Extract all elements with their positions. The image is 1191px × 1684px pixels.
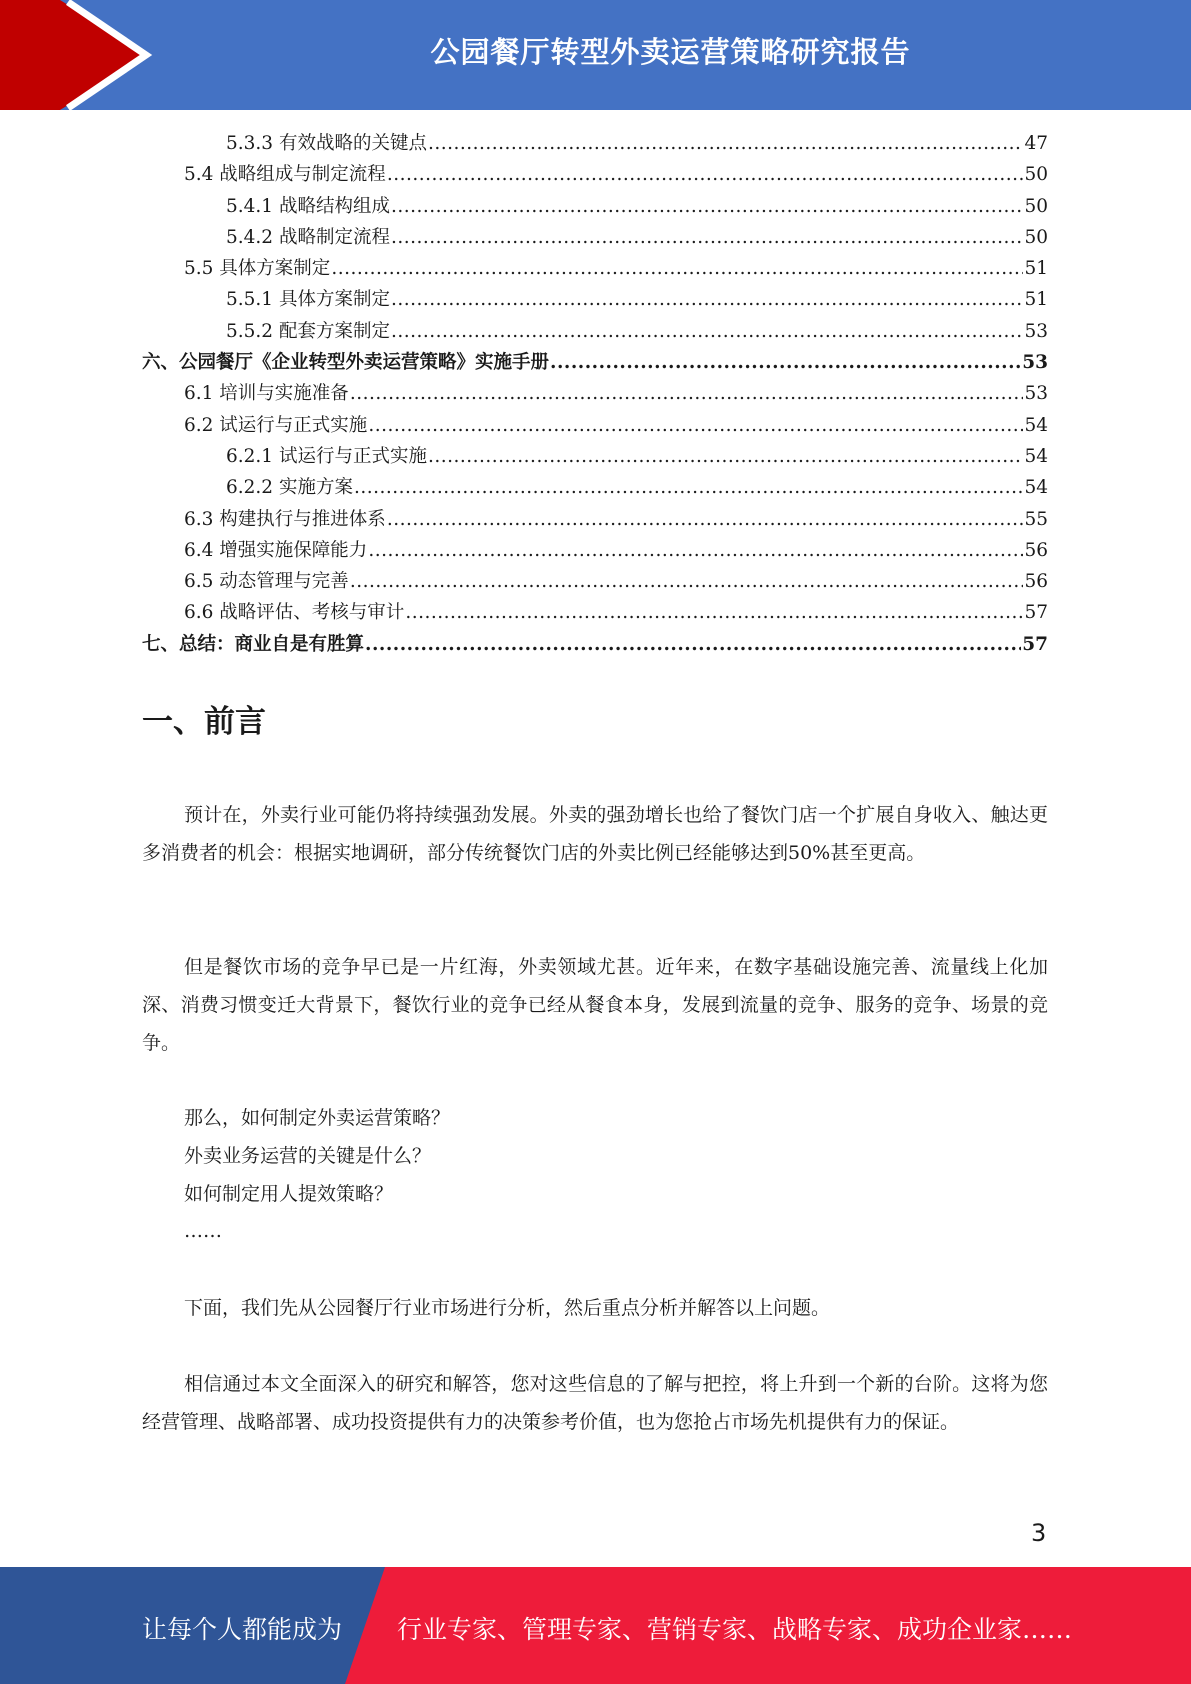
toc-entry-label: 6.1 培训与实施准备	[184, 383, 349, 405]
toc-entry-page: 54	[1024, 445, 1048, 467]
toc-dot-leader	[428, 441, 1023, 472]
toc-entry-label: 6.2 试运行与正式实施	[184, 414, 368, 436]
paragraph-text: 但是餐饮市场的竞争早已是一片红海，外卖领域尤甚。近年来，在数字基础设施完善、流量线上化加深、消费习惯变迁大背景下，餐饮行业的竞争已经从餐食本身，发展到流量的竞争、服务的竞争、场景的竞争。	[142, 956, 1048, 1054]
toc-dot-leader	[331, 253, 1023, 284]
toc-entry[interactable]	[142, 472, 1048, 503]
toc-entry-label: 5.4.1 战略结构组成	[226, 195, 390, 217]
toc-entry-page: 56	[1024, 571, 1048, 593]
toc-entry-page: 50	[1024, 164, 1048, 186]
question-1: 那么，如何制定外卖运营策略？	[184, 1107, 451, 1129]
toc-entry-page: 57	[1022, 633, 1048, 655]
toc-entry[interactable]	[142, 253, 1048, 284]
toc-dot-leader	[428, 128, 1023, 159]
toc-entry[interactable]	[142, 410, 1048, 441]
toc-entry-label: 6.6 战略评估、考核与审计	[184, 602, 405, 624]
paragraph-2	[142, 948, 1048, 1062]
document-title: 公园餐厅转型外卖运营策略研究报告	[430, 34, 911, 69]
toc-entry-page: 51	[1024, 258, 1048, 280]
toc-dot-leader	[368, 535, 1023, 566]
paragraph-text: 相信通过本文全面深入的研究和解答，您对这些信息的了解与把控，将上升到一个新的台阶。这将为您经营管理、战略部署、成功投资提供有力的决策参考价值，也为您抢占市场先机提供有力的保证。	[142, 1373, 1048, 1433]
toc-entry[interactable]	[142, 441, 1048, 472]
toc-entry-label: 6.4 增强实施保障能力	[184, 539, 368, 561]
ellipsis: ……	[184, 1220, 222, 1242]
toc-dot-leader	[365, 629, 1021, 660]
toc-entry[interactable]	[142, 566, 1048, 597]
paragraph-text: 预计在，外卖行业可能仍将持续强劲发展。外卖的强劲增长也给了餐饮门店一个扩展自身收入、触达更多消费者的机会：根据实地调研，部分传统餐饮门店的外卖比例已经能够达到50%甚至更高。	[142, 804, 1048, 864]
toc-dot-leader	[350, 566, 1024, 597]
toc-entry-label: 七、总结：商业自是有胜算	[142, 633, 365, 655]
toc-entry-label: 六、公园餐厅《企业转型外卖运营策略》实施手册	[142, 352, 550, 374]
toc-dot-leader	[354, 472, 1024, 503]
toc-dot-leader	[350, 378, 1024, 409]
toc-dot-leader	[391, 222, 1023, 253]
toc-entry[interactable]	[142, 128, 1048, 159]
toc-entry[interactable]	[142, 378, 1048, 409]
toc-entry-page: 57	[1024, 602, 1048, 624]
toc-entry-page: 47	[1024, 133, 1048, 154]
toc-entry-label: 5.5 具体方案制定	[184, 258, 331, 280]
paragraph-4	[142, 1365, 1048, 1441]
toc-entry[interactable]	[142, 159, 1048, 190]
toc-entry[interactable]	[142, 597, 1048, 628]
toc-dot-leader	[550, 347, 1021, 378]
toc-entry-page: 53	[1024, 320, 1048, 342]
toc-entry-label: 5.5.1 具体方案制定	[226, 289, 390, 311]
toc-entry-page: 51	[1024, 289, 1048, 311]
toc-entry-page: 55	[1024, 508, 1048, 530]
toc-entry-label: 6.2.2 实施方案	[226, 477, 353, 499]
toc-entry[interactable]	[142, 191, 1048, 222]
toc-entry[interactable]	[142, 504, 1048, 535]
question-2: 外卖业务运营的关键是什么？	[184, 1145, 432, 1167]
toc-entry[interactable]	[142, 316, 1048, 347]
page-header	[0, 0, 1191, 110]
toc-entry[interactable]	[142, 222, 1048, 253]
table-of-contents	[142, 128, 1048, 660]
toc-entry-label: 6.3 构建执行与推进体系	[184, 508, 386, 530]
toc-dot-leader	[391, 316, 1023, 347]
toc-dot-leader	[405, 597, 1023, 628]
footer-slogan-left: 让每个人都能成为	[142, 1615, 343, 1644]
toc-entry-page: 50	[1024, 226, 1048, 248]
toc-dot-leader	[387, 504, 1024, 535]
toc-entry-page: 54	[1024, 414, 1048, 436]
toc-entry-label: 6.2.1 试运行与正式实施	[226, 445, 427, 467]
paragraph-3	[142, 1289, 1048, 1327]
toc-dot-leader	[391, 191, 1023, 222]
toc-entry[interactable]	[142, 347, 1048, 378]
toc-entry-page: 53	[1022, 352, 1048, 374]
toc-entry-label: 5.4.2 战略制定流程	[226, 226, 390, 248]
toc-entry[interactable]	[142, 629, 1048, 660]
toc-entry-page: 54	[1024, 477, 1048, 499]
toc-dot-leader	[387, 159, 1024, 190]
paragraph-1	[142, 796, 1048, 872]
toc-entry-label: 5.5.2 配套方案制定	[226, 320, 390, 342]
toc-entry-label: 5.4 战略组成与制定流程	[184, 164, 386, 186]
footer-slogan-right: 行业专家、管理专家、营销专家、战略专家、成功企业家……	[397, 1615, 1073, 1644]
toc-entry-page: 53	[1024, 383, 1048, 405]
paragraph-text: 下面，我们先从公园餐厅行业市场进行分析，然后重点分析并解答以上问题。	[184, 1297, 831, 1319]
toc-entry[interactable]	[142, 535, 1048, 566]
toc-dot-leader	[391, 284, 1023, 315]
question-3: 如何制定用人提效策略？	[184, 1183, 394, 1205]
section-heading: 一、前言	[142, 704, 266, 740]
toc-entry-label: 5.3.3 有效战略的关键点	[226, 133, 427, 154]
toc-entry[interactable]	[142, 284, 1048, 315]
page-number: 3	[1031, 1519, 1047, 1547]
toc-entry-page: 56	[1024, 539, 1048, 561]
toc-entry-label: 6.5 动态管理与完善	[184, 571, 349, 593]
toc-dot-leader	[368, 410, 1023, 441]
toc-entry-page: 50	[1024, 195, 1048, 217]
